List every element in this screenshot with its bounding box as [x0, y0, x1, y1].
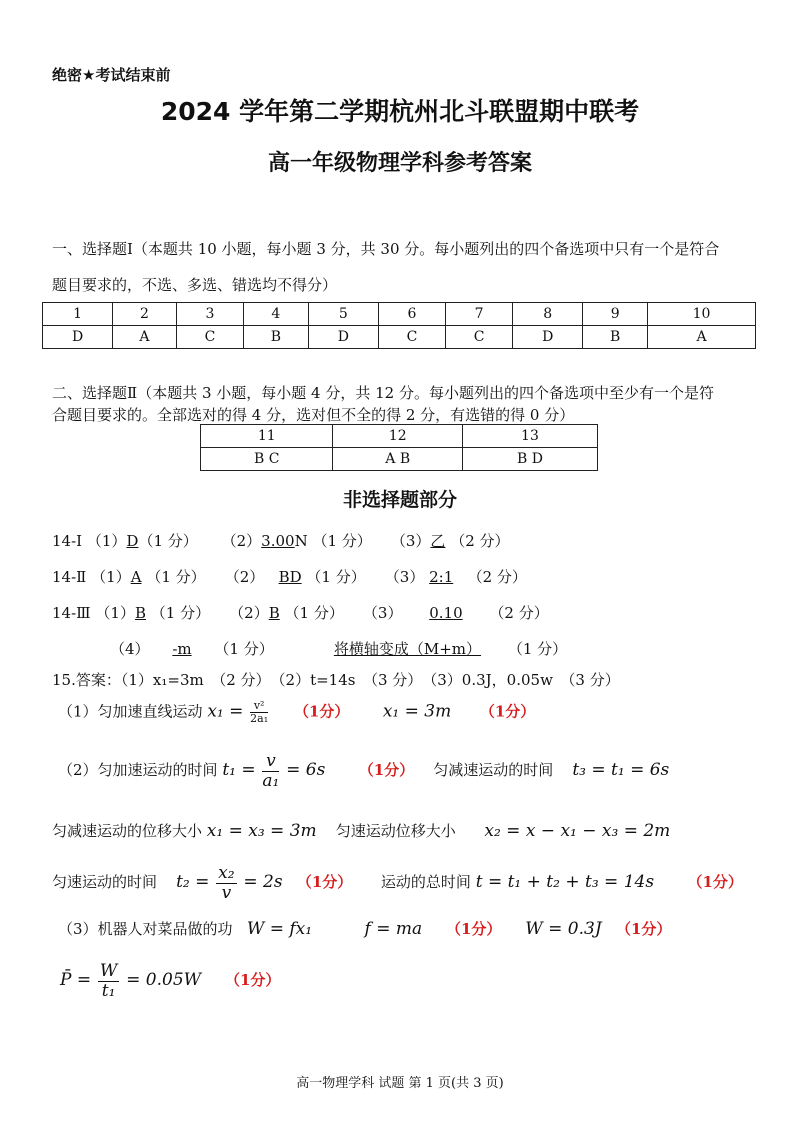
score-text: （1 分） — [150, 604, 211, 622]
explanation-text: （2）匀加速运动的时间 — [58, 761, 218, 780]
fraction — [216, 864, 236, 902]
score-text: （2 分） — [489, 604, 549, 622]
q15-line1 — [58, 700, 535, 725]
question-number: 5 — [308, 303, 378, 326]
fraction-numerator: v — [262, 752, 279, 772]
answer-cell: B D — [462, 448, 597, 471]
equation-rhs: = 6s — [286, 760, 326, 781]
section1-instructions-line1: 一、选择题Ⅰ（本题共 10 小题，每小题 3 分，共 30 分。每小题列出的四个备选项中只有一个是符合 — [52, 240, 720, 258]
equation: x₁ = x₃ = 3m — [206, 821, 317, 841]
score-text: （1 分） — [306, 568, 366, 586]
answer-cell: D — [513, 326, 583, 349]
q14-1-row — [52, 530, 510, 551]
question-number: 8 — [513, 303, 583, 326]
score-text: （1 分） — [214, 640, 274, 658]
equation: f = ma — [364, 919, 423, 939]
nonselect-section-title: 非选择题部分 — [342, 489, 457, 511]
part-label: （3） — [362, 604, 403, 622]
answer-cell: C — [378, 326, 445, 349]
explanation-text: （1）匀加速直线运动 — [58, 702, 203, 721]
answer-text: 3.00 — [261, 532, 295, 550]
section1-answer-table — [42, 302, 756, 349]
table-row — [43, 326, 756, 349]
q15-summary: 15.答案：（1）x₁=3m （2 分） （2）t=14s （3 分） （3）0.3J，0.05w （3 分） — [52, 671, 620, 689]
equation-lhs: t₁ = — [222, 760, 256, 781]
question-number: 11 — [201, 425, 333, 448]
answer-text: BD — [278, 568, 302, 586]
fraction — [98, 962, 119, 1000]
fraction-denominator: 2a₁ — [250, 712, 269, 726]
question-number: 4 — [244, 303, 309, 326]
equation: t₃ = t₁ = 6s — [572, 760, 670, 781]
page-title: 2024 学年第二学期杭州北斗联盟期中联考 — [160, 97, 640, 126]
question-number: 6 — [378, 303, 445, 326]
part-label: （2） — [224, 568, 265, 586]
score-text: （1分） — [479, 702, 536, 721]
question-number: 7 — [446, 303, 513, 326]
fraction-denominator: a₁ — [262, 770, 280, 791]
answer-cell: B — [583, 326, 648, 349]
score-text: （1 分） — [312, 532, 372, 550]
answer-text: 2:1 — [429, 568, 454, 586]
answer-text: 0.10 — [429, 604, 463, 622]
row-label: 14-Ⅰ — [52, 532, 83, 550]
answer-text: -m — [172, 640, 192, 658]
fraction-numerator: W — [99, 961, 118, 981]
q15-line2 — [58, 752, 669, 790]
fraction-numerator: x₂ — [218, 863, 235, 883]
q14-4-row — [110, 638, 567, 659]
score-text: （1分） — [358, 761, 415, 780]
equation-rhs: = 2s — [243, 872, 283, 893]
row-label: 14-Ⅱ — [52, 568, 87, 586]
equation: W = 0.3J — [525, 919, 602, 939]
answer-text: D — [126, 532, 139, 550]
explanation-text: （3）机器人对菜品做的功 — [58, 920, 233, 938]
part-label: （3） — [390, 532, 431, 550]
answer-cell: C — [176, 326, 243, 349]
unit-text: N — [294, 532, 308, 550]
equation: W = fx₁ — [246, 919, 313, 939]
question-number: 3 — [176, 303, 243, 326]
equation: x₂ = x − x₁ − x₃ = 2m — [484, 821, 671, 841]
score-text: （1 分） — [507, 640, 568, 658]
equation-lhs: t₂ = — [176, 872, 210, 893]
answer-text: B — [134, 604, 146, 622]
table-row — [43, 303, 756, 326]
score-text: （1分） — [687, 873, 743, 892]
fraction-numerator: v² — [250, 700, 268, 713]
answer-cell: B — [244, 326, 309, 349]
explanation-text: 运动的总时间 — [380, 873, 471, 892]
answer-cell: A — [648, 326, 756, 349]
table-row — [201, 448, 598, 471]
equation: x₁ = 3m — [382, 701, 452, 722]
q15-line5 — [58, 918, 671, 939]
answer-text: A — [130, 568, 142, 586]
part-label: （1） — [86, 532, 127, 550]
question-number: 9 — [583, 303, 648, 326]
score-text: （1分） — [224, 971, 281, 990]
fraction — [262, 752, 279, 790]
table-row — [201, 425, 598, 448]
score-text: （1分） — [615, 920, 672, 938]
part-label: （2） — [221, 532, 262, 550]
fraction-denominator: v — [221, 882, 232, 903]
score-text: （1分） — [446, 920, 502, 938]
question-number: 12 — [333, 425, 462, 448]
section2-answer-table — [200, 424, 598, 471]
explanation-text: 匀速运动位移大小 — [335, 822, 456, 840]
answer-cell: B C — [201, 448, 333, 471]
question-number: 1 — [43, 303, 113, 326]
part-label: （2） — [229, 604, 269, 622]
answer-text: 将横轴变成（M+m） — [333, 640, 482, 658]
part-label: （3） — [384, 568, 425, 586]
answer-cell: D — [308, 326, 378, 349]
row-label: 14-Ⅲ — [52, 604, 91, 622]
score-text: （1分） — [293, 702, 350, 721]
question-number: 10 — [648, 303, 756, 326]
q14-2-row — [52, 566, 527, 587]
part-label: （4） — [110, 640, 150, 658]
section1-instructions-line2: 题目要求的，不选、多选、错选均不得分） — [52, 276, 338, 294]
equation-lhs: P̄ = — [60, 970, 92, 991]
section2-instructions-line1: 二、选择题Ⅱ（本题共 3 小题，每小题 4 分，共 12 分。每小题列出的四个备选项中至少有一个是符 — [52, 384, 714, 402]
answer-cell: A — [113, 326, 177, 349]
q15-line4 — [52, 864, 743, 902]
answer-text: 乙 — [430, 532, 446, 550]
explanation-text: 匀减速运动的位移大小 — [52, 822, 203, 840]
page-subtitle: 高一年级物理学科参考答案 — [267, 151, 532, 176]
equation-rhs: = 0.05W — [126, 970, 202, 991]
explanation-text: 匀速运动的时间 — [52, 873, 158, 892]
answer-cell: D — [43, 326, 113, 349]
equation-lhs: x₁ = — [207, 701, 244, 722]
score-text: （2 分） — [467, 568, 527, 586]
part-label: （1） — [91, 568, 131, 586]
page-footer: 高一物理学科 试题 第 1 页(共 3 页) — [296, 1076, 504, 1091]
question-number: 2 — [113, 303, 177, 326]
score-text: （1 分） — [138, 532, 198, 550]
answer-cell: C — [446, 326, 513, 349]
score-text: （1 分） — [146, 568, 206, 586]
fraction — [250, 700, 268, 725]
score-text: （1分） — [296, 873, 353, 892]
q14-3-row — [52, 602, 549, 623]
confidential-mark: 绝密★考试结束前 — [52, 66, 171, 84]
part-label: （1） — [95, 604, 135, 622]
q15-line6 — [60, 962, 280, 1000]
question-number: 13 — [462, 425, 597, 448]
score-text: （1 分） — [284, 604, 344, 622]
answer-cell: A B — [333, 448, 462, 471]
answer-text: B — [268, 604, 280, 622]
section2-instructions-line2: 合题目要求的。全部选对的得 4 分，选对但不全的得 2 分，有选错的得 0 分） — [52, 406, 575, 424]
score-text: （2 分） — [450, 532, 510, 550]
explanation-text: 匀减速运动的时间 — [433, 761, 554, 780]
fraction-denominator: t₁ — [101, 980, 116, 1001]
q15-line3 — [52, 820, 670, 841]
equation: t = t₁ + t₂ + t₃ = 14s — [475, 872, 655, 893]
